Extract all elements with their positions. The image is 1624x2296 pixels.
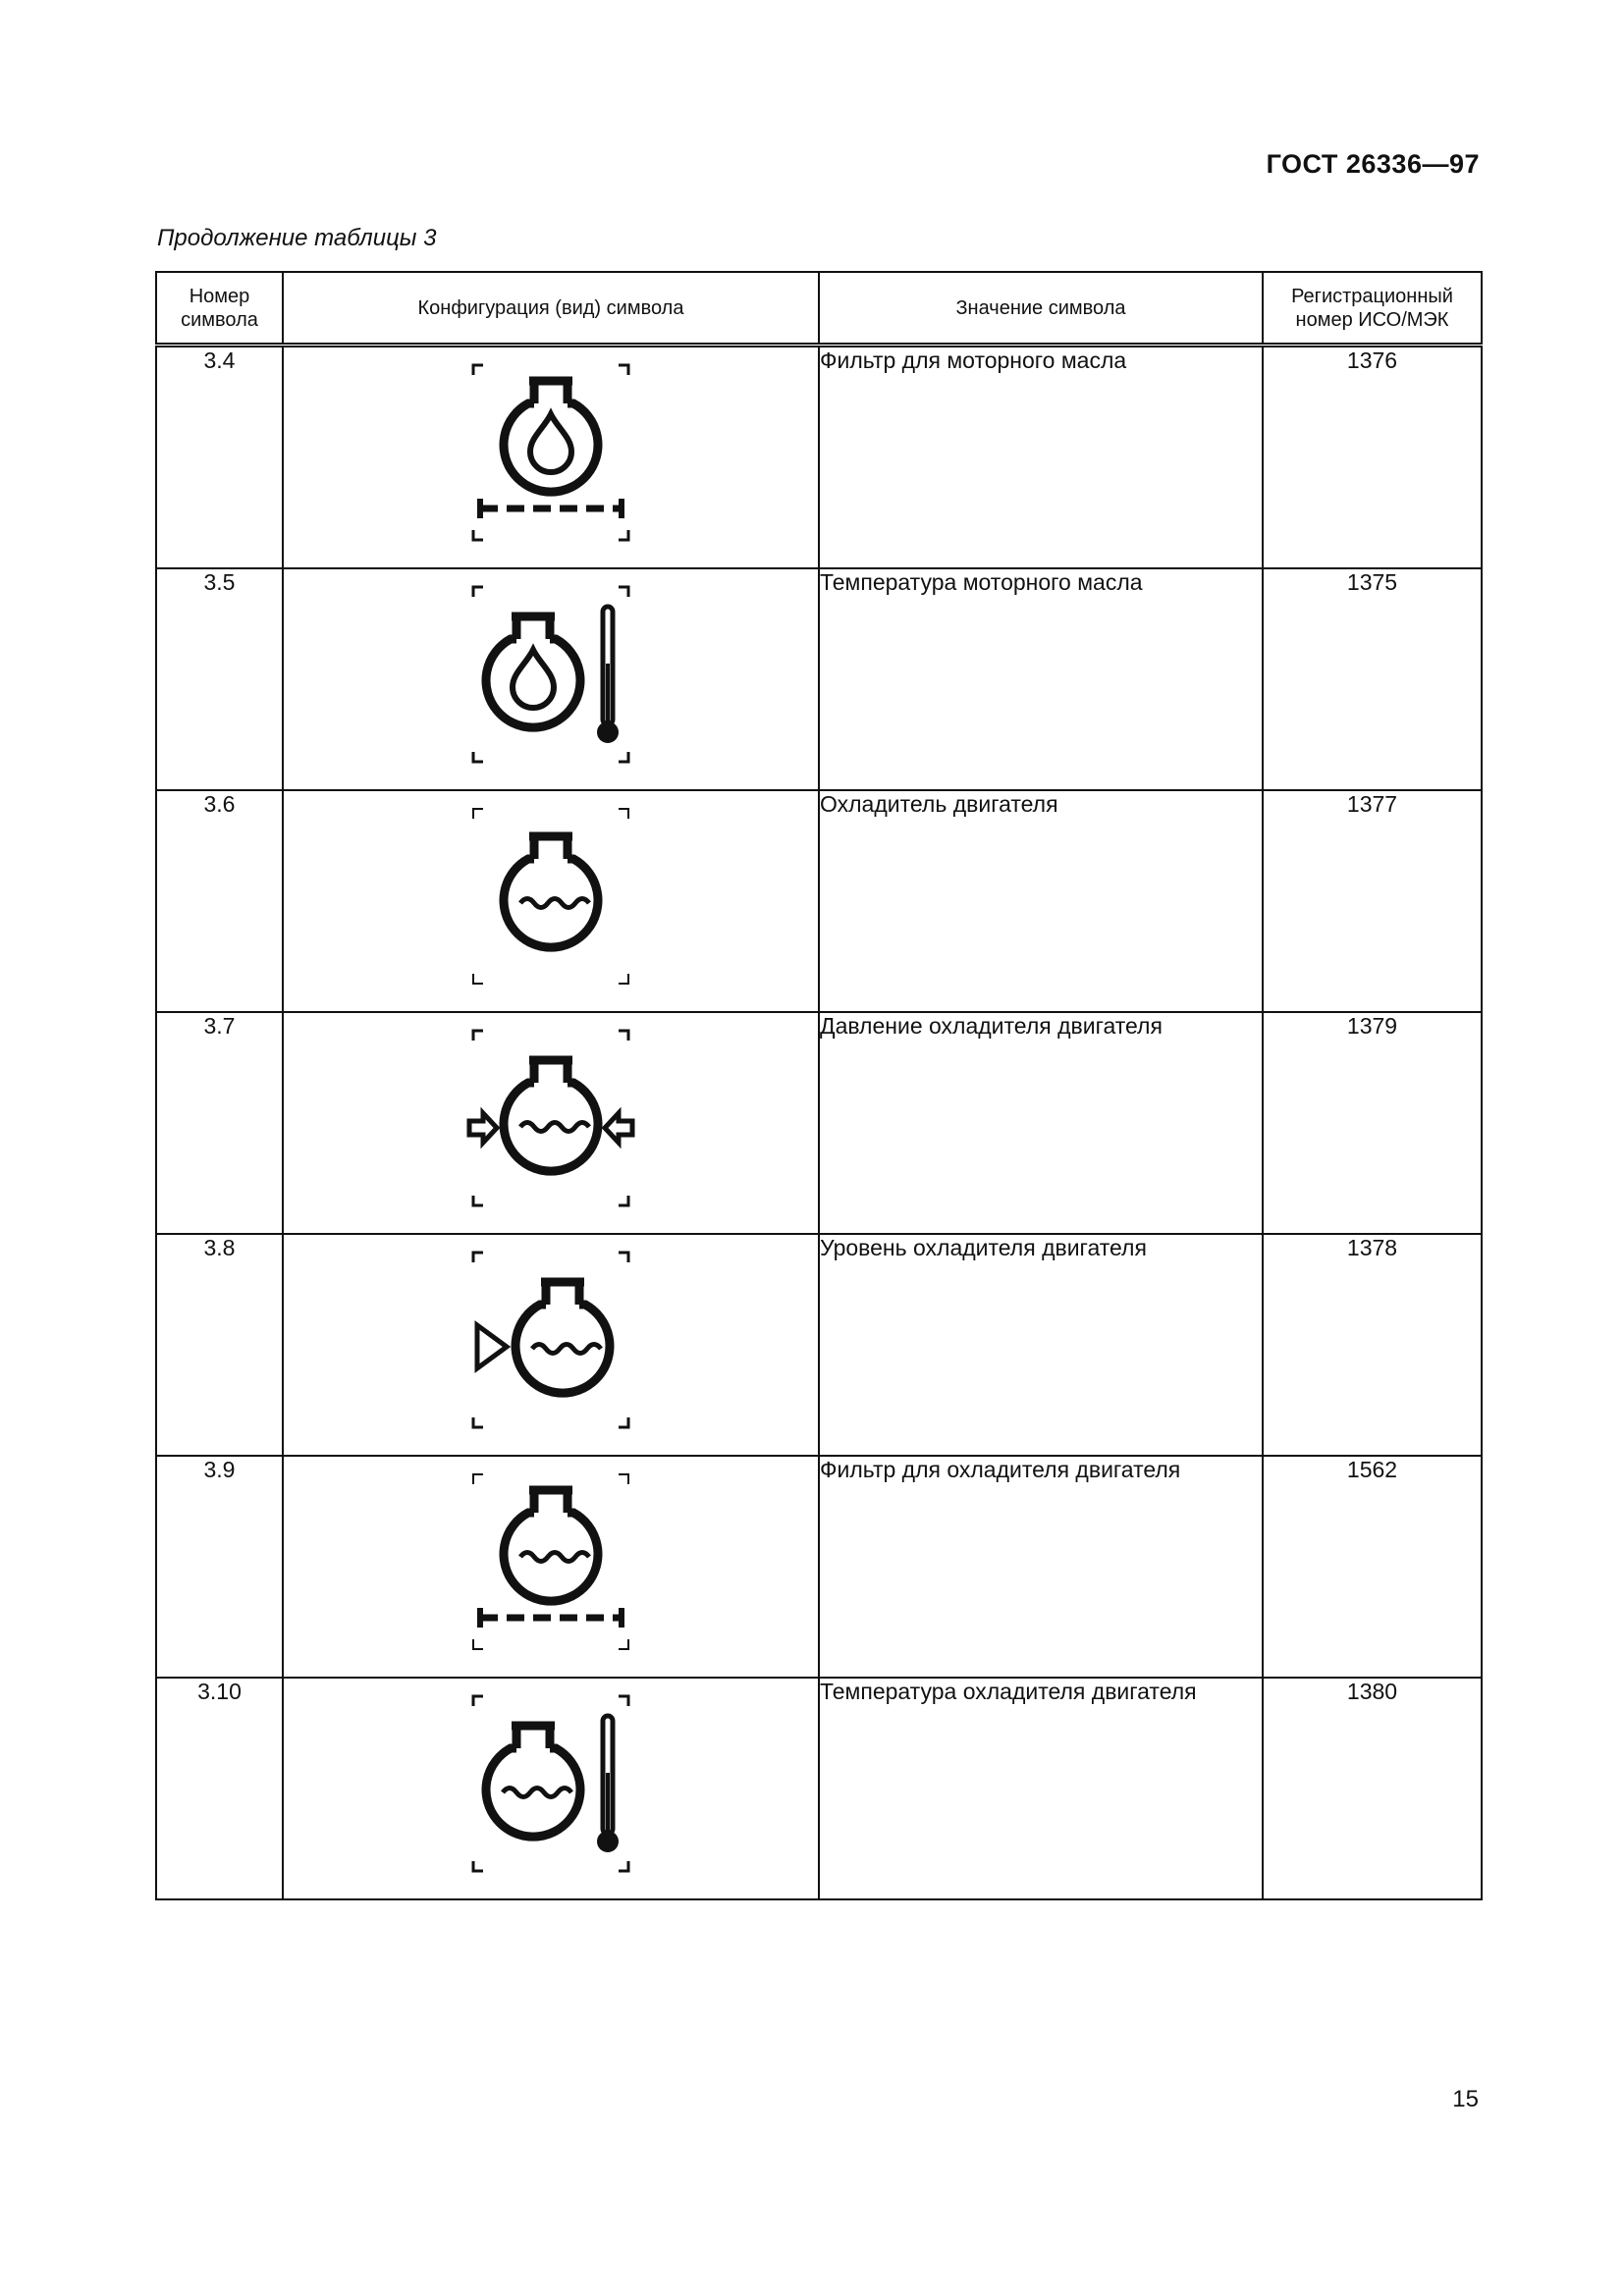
engine-coolant-level-icon <box>448 1235 654 1441</box>
symbol-meaning: Фильтр для моторного масла <box>819 346 1263 569</box>
engine-oil-temperature-icon <box>448 569 654 775</box>
symbol-meaning: Охладитель двигателя <box>819 790 1263 1012</box>
table-row <box>156 790 1482 1012</box>
symbol-meaning: Температура моторного масла <box>819 568 1263 790</box>
symbol-cell <box>283 1234 819 1456</box>
registration-number: 1376 <box>1263 346 1482 569</box>
engine-coolant-pressure-icon <box>448 1013 654 1219</box>
symbol-cell <box>283 1456 819 1678</box>
page-number: 15 <box>1452 2086 1479 2112</box>
table-row <box>156 346 1482 569</box>
table-row <box>156 1012 1482 1234</box>
engine-coolant-icon <box>448 791 654 997</box>
registration-number: 1378 <box>1263 1234 1482 1456</box>
symbol-cell <box>283 1012 819 1234</box>
registration-number: 1562 <box>1263 1456 1482 1678</box>
document-id: ГОСТ 26336—97 <box>1266 149 1480 179</box>
symbol-number: 3.6 <box>156 790 283 1012</box>
symbol-meaning: Уровень охладителя двигателя <box>819 1234 1263 1456</box>
symbol-cell <box>283 568 819 790</box>
header-configuration: Конфигурация (вид) символа <box>283 272 819 346</box>
table-row <box>156 1456 1482 1678</box>
symbol-number: 3.4 <box>156 346 283 569</box>
engine-coolant-temperature-icon <box>448 1679 654 1885</box>
table-row <box>156 1234 1482 1456</box>
symbol-number: 3.8 <box>156 1234 283 1456</box>
symbol-meaning: Фильтр для охладителя двигателя <box>819 1456 1263 1678</box>
symbol-cell <box>283 790 819 1012</box>
table-header-row <box>156 272 1482 346</box>
registration-number: 1377 <box>1263 790 1482 1012</box>
symbol-number: 3.5 <box>156 568 283 790</box>
header-number: Номер символа <box>156 272 283 346</box>
table-row <box>156 568 1482 790</box>
symbol-number: 3.9 <box>156 1456 283 1678</box>
registration-number: 1379 <box>1263 1012 1482 1234</box>
engine-coolant-filter-icon <box>448 1457 654 1663</box>
symbol-meaning: Температура охладителя двигателя <box>819 1678 1263 1899</box>
table-row <box>156 1678 1482 1899</box>
symbol-cell <box>283 1678 819 1899</box>
symbol-number: 3.7 <box>156 1012 283 1234</box>
header-registration: Регистрационный номер ИСО/МЭК <box>1263 272 1482 346</box>
symbol-meaning: Давление охладителя двигателя <box>819 1012 1263 1234</box>
engine-oil-filter-icon <box>448 347 654 554</box>
header-meaning: Значение символа <box>819 272 1263 346</box>
symbol-cell <box>283 346 819 569</box>
symbols-table <box>155 271 1483 1900</box>
symbol-number: 3.10 <box>156 1678 283 1899</box>
table-caption: Продолжение таблицы 3 <box>157 225 437 251</box>
registration-number: 1375 <box>1263 568 1482 790</box>
registration-number: 1380 <box>1263 1678 1482 1899</box>
